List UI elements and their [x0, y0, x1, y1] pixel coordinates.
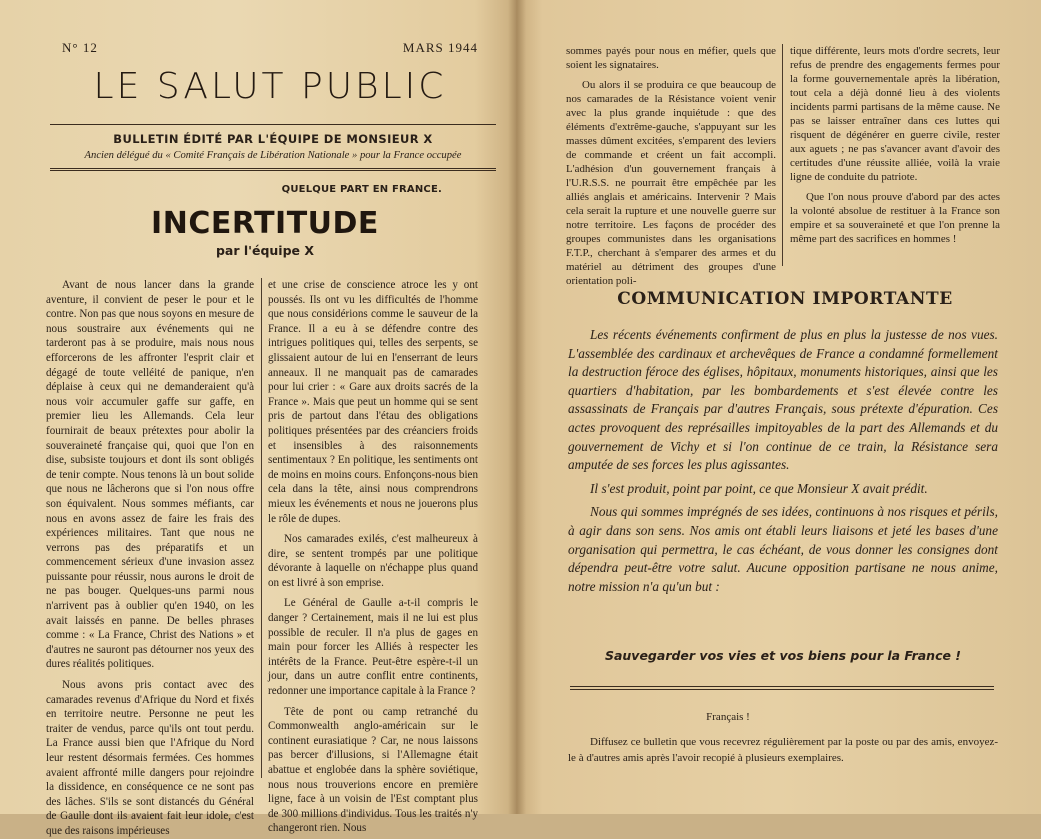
communication-title: COMMUNICATION IMPORTANTE: [617, 289, 953, 309]
article-column-4: [790, 44, 1000, 268]
newspaper-title: LE SALUT PUBLIC: [93, 66, 447, 107]
column-divider: [782, 44, 783, 266]
column-divider: [261, 278, 262, 778]
paragraph: Que l'on nous prouve d'abord par des actes la volonté absolue de restituer à la France son empire et sa souveraineté et que l'on prenne la même part des sacrifices en hommes !: [790, 191, 1000, 245]
page-fold: [508, 0, 526, 814]
masthead-rule-top: [50, 124, 496, 125]
communication-paragraph: Les récents événements confirment de plus en plus la justesse de nos vues. L'assemblée des cardinaux et archevêques de France a condamné formellement la destruction féroce des églises, hôpitaux, monuments historiques, ainsi que les quartiers d'habitation, par les bombardements et s'est élevée contre les assassinats de Français par d'autres Français, sous prétexte d'épuration. Ces actes provoquent des représailles impitoyables de la part des Allemands et du gouvernement de Vichy et si l'on continue de ce train, la Résistance sera amputée de ses forces les plus agissantes.: [568, 327, 998, 473]
bulletin-line: BULLETIN ÉDITÉ PAR L'ÉQUIPE DE MONSIEUR X: [113, 132, 433, 146]
communication-body: [568, 326, 998, 601]
communication-paragraph: Il s'est produit, point par point, ce que Monsieur X avait prédit.: [590, 480, 928, 496]
footer-paragraph: Diffusez ce bulletin que vous recevrez régulièrement par la poste ou par des amis, envoyez-le à d'autres amis après l'avoir recopié à plusieurs exemplaires.: [568, 736, 998, 764]
article-column-1: [46, 278, 254, 837]
issue-number: N° 12: [62, 40, 98, 55]
paragraph: tique différente, leurs mots d'ordre secrets, leur refus de prendre des engagements fermes pour la forme gouvernementale après la libération, tout cela a déjà donné lieu à des violents incidents parmi partisans de la même cause. Ne pas se laisser entraîner dans ces luttes qui risquent de dégénérer en guerre civile, rester aux aguets ; ne pas s'avancer avant d'avoir des certitudes d'une réussite alliée, voilà la vraie ligne de conduite du patriote.: [790, 45, 1000, 183]
paragraph: Tête de pont ou camp retranché du Commonwealth anglo-américain sur le continent eurasiatique ? Car, ne nous laissons pas bercer d'illusions, si l'Allemagne était abattue et englobée dans la sphère soviétique, nous nous trouverions encore en première ligne, face à un voisin de l'Est comptant plus de 300 millions d'individus. Tous les traités n'y changeront rien. Nous: [268, 705, 478, 835]
communication-paragraph: Nous qui sommes imprégnés de ses idées, continuons à nos risques et périls, à agir dans son sens. Nos amis ont établi leurs liaisons et jeté les bases d'une organisation qui permettra, le cas échéant, de vous donner les consignes dont dépendra peut-être votre salut. Aucune opposition partisane ne nous anime, notre mission n'a qu'un but :: [568, 504, 998, 594]
paragraph: Nous avons pris contact avec des camarades revenus d'Afrique du Nord et fixés en territoire neutre. Personne ne peut les traiter de vendus, parce qu'ils ont tout perdu. La France aussi bien que l'Afrique du Nord leur restent désormais fermées. Ces hommes avaient affronté mille dangers pour rejoindre la dissidence, en conséquence ce ne sont pas des lâches. S'ils se sont distancés du Général de Gaulle dont ils avaient fait leur idole, c'est que des raisons impérieuses: [46, 679, 254, 837]
paragraph: sommes payés pour nous en méfier, quels que soient les signataires.: [566, 45, 776, 71]
footer-title: Français !: [706, 711, 750, 723]
paragraph: Le Général de Gaulle a-t-il compris le danger ? Certainement, mais il ne lui est plus possible de reculer. Il n'a plus de gages en main pour forcer les Alliés à respecter les intérêts de la France. Peut-être espère-t-il un jour, dans un autre conflit entre continents, redonner une importance capitale à la France ?: [268, 597, 478, 698]
article-column-3: [566, 44, 776, 287]
article-headline: INCERTITUDE: [151, 206, 379, 241]
footer-rule: [570, 689, 994, 690]
paragraph: Avant de nous lancer dans la grande aventure, il convient de peser le pour et le contre. Non pas que nous soyons en mesure de nous soustraire aux événements qui ne tarderont pas à se produire, mais nous nous efforcerons de les affronter l'esprit clair et dégagé de toute velléité de panique, n'en déplaise à ceux qui ne demanderaient qu'à nous voir accumuler gaffe sur gaffe, en premier lieu les Allemands. Cela leur fournirait de beaux prétextes pour abolir la souveraineté française qui, quoi que l'on en dise, subsiste toujours et dont ils sont obligés de tenir compte. Nous tenons là un bout solide que nous ne lâcherons que si l'on nous offre son équivalent. Nous sommes méfiants, car nous en avons assez de faire les frais des expériences militaires. Tant que nous ne verrons pas des préparatifs et un commencement sérieux d'une invasion assez puissante pour réussir, nous aurons le droit de ne pas bouger. Quelques-uns parmi nous n'arrivent pas à oublier qu'en 1940, on les avait laissés en panne. De belles phrases comme : « La France, Christ des Nations » et d'autres ne sauront pas détourner nos yeux des dures réalités politiques.: [46, 279, 254, 671]
paragraph: Nos camarades exilés, c'est malheureux à dire, se sentent trompés par une politique dévorante à laquelle on n'échappe plus quand on est livré à son emprise.: [268, 533, 478, 589]
masthead-rule-bottom: [50, 168, 496, 171]
dateline: QUELQUE PART EN FRANCE.: [281, 184, 442, 195]
footer-rule: [570, 686, 994, 687]
article-byline: par l'équipe X: [215, 243, 315, 258]
footer-text: [568, 734, 998, 766]
communication-motto: Sauvegarder vos vies et vos biens pour la France !: [604, 648, 962, 663]
issue-date: MARS 1944: [402, 40, 478, 55]
masthead-subline: Ancien délégué du « Comité Français de Libération Nationale » pour la France occupée: [84, 150, 462, 161]
article-column-2: [268, 278, 478, 835]
paragraph: et une crise de conscience atroce les y ont poussés. Ils ont vu les difficultés de l'homme que nous considérions comme le sauveur de la France. Il a eu à se défendre contre des intrigues politiques qui, telles des serpents, se glissaient autour de lui en l'enserrant de leurs anneaux. Il ne manquait pas de camarades pour lui crier : « Gare aux droits sacrés de la France ». Mais que peut un homme qui se sent pris de partout dans l'étau des obligations politiques présentées par des créanciers froids et insensibles à des raisonnements sentimentaux ? En politique, les sentiments ont de moins en moins cours. Enfonçons-nous bien cela dans la tête, ainsi nous comprendrons mieux les événements et nous ne jouerons plus le rôle de dupes.: [268, 279, 478, 525]
paragraph: Ou alors il se produira ce que beaucoup de nos camarades de la Résistance voient venir avec la plus grande inquiétude : que des éléments d'extrême-gauche, s'appuyant sur les masses dûment excitées, s'emparent des leviers de commande et créent un fait accompli. L'adhésion d'un gouvernement français à l'U.R.S.S. ne pourrait être empêchée par les alliés anglais et américains. Intervenir ? Mais cela serait la rupture et une nouvelle guerre sur notre territoire. Les façons de procéder des groupes communistes dans les organisations F.T.P., cherchant à s'emparer des armes et du matériel au détriment des groupes d'une orientation poli-: [566, 79, 776, 287]
